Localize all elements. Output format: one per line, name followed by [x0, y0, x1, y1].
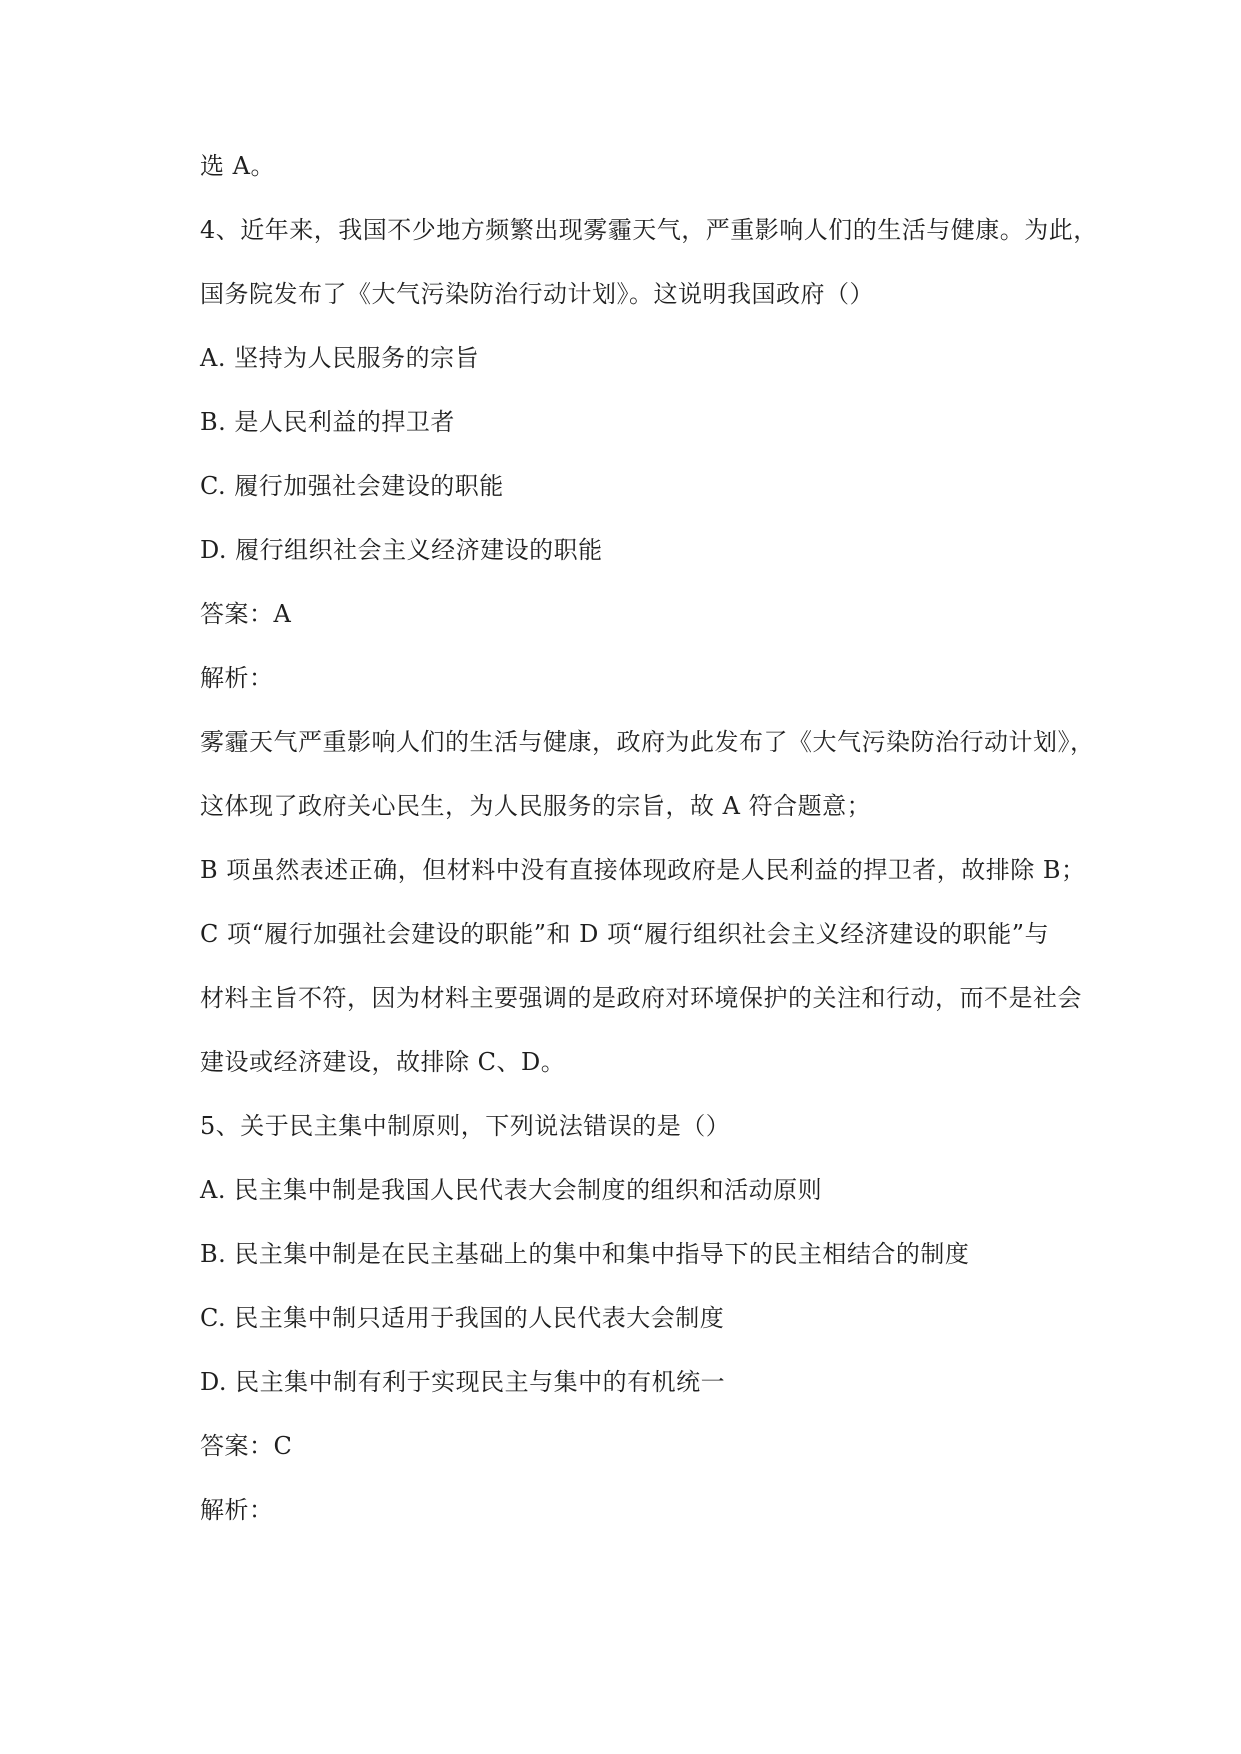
question-4-analysis-line-1: 雾霾天气严重影响人们的生活与健康，政府为此发布了《大气污染防治行动计划》，	[200, 728, 1095, 756]
question-4-analysis-line-3: B 项虽然表述正确，但材料中没有直接体现政府是人民利益的捍卫者，故排除 B；	[200, 856, 1086, 884]
question-5-analysis-label: 解析：	[200, 1496, 274, 1524]
question-5-answer: 答案：C	[200, 1432, 293, 1460]
question-4-option-a: A. 坚持为人民服务的宗旨	[200, 344, 480, 372]
text-line-prev-answer: 选 A。	[200, 152, 275, 180]
question-4-stem-line-1: 4、近年来，我国不少地方频繁出现雾霾天气，严重影响人们的生活与健康。为此，	[200, 216, 1098, 244]
question-4-analysis-line-4: C 项“履行加强社会建设的职能”和 D 项“履行组织社会主义经济建设的职能”与	[200, 920, 1050, 948]
question-4-option-b: B. 是人民利益的捍卫者	[200, 408, 455, 436]
question-4-analysis-line-6: 建设或经济建设，故排除 C、D。	[200, 1048, 566, 1076]
question-4-answer: 答案：A	[200, 600, 292, 628]
question-5-option-c: C. 民主集中制只适用于我国的人民代表大会制度	[200, 1304, 725, 1332]
question-5-option-b: B. 民主集中制是在民主基础上的集中和集中指导下的民主相结合的制度	[200, 1240, 970, 1268]
question-4-option-c: C. 履行加强社会建设的职能	[200, 472, 504, 500]
question-5-option-a: A. 民主集中制是我国人民代表大会制度的组织和活动原则	[200, 1176, 823, 1204]
question-4-option-d: D. 履行组织社会主义经济建设的职能	[200, 536, 603, 564]
question-5-stem: 5、关于民主集中制原则，下列说法错误的是（）	[200, 1112, 731, 1140]
question-4-stem-line-2: 国务院发布了《大气污染防治行动计划》。这说明我国政府（）	[200, 280, 874, 308]
question-4-analysis-line-2: 这体现了政府关心民生，为人民服务的宗旨，故 A 符合题意；	[200, 792, 872, 820]
question-4-analysis-line-5: 材料主旨不符，因为材料主要强调的是政府对环境保护的关注和行动，而不是社会	[200, 984, 1082, 1012]
question-4-analysis-label: 解析：	[200, 664, 274, 692]
question-5-option-d: D. 民主集中制有利于实现民主与集中的有机统一	[200, 1368, 726, 1396]
